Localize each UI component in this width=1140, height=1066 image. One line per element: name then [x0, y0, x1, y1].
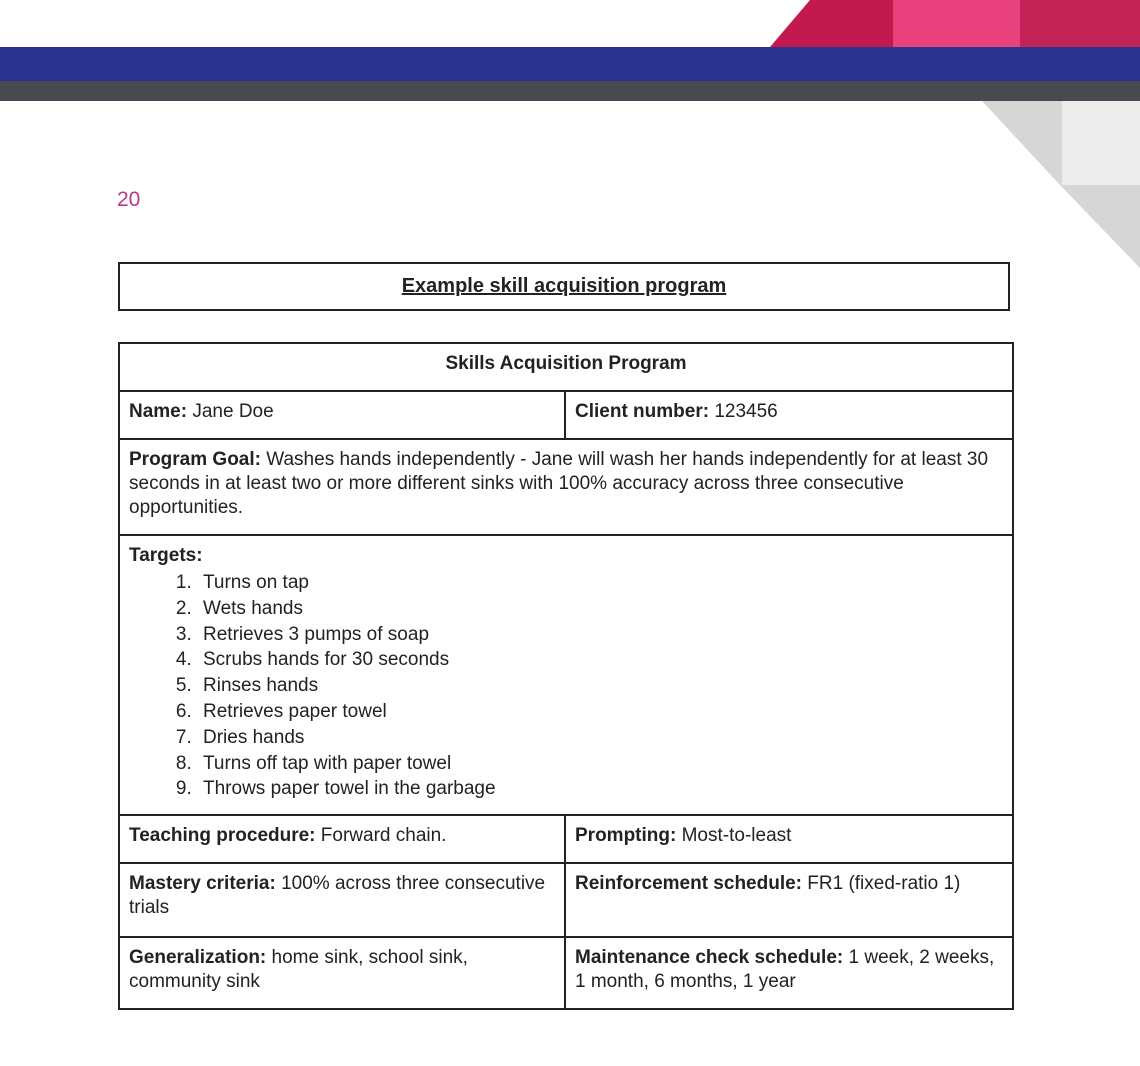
list-item: 6. Retrieves paper towel [197, 699, 1003, 725]
prompting-label: Prompting: [575, 825, 677, 846]
prompting-value: Most-to-least [676, 825, 792, 846]
mastery-criteria-value: 100% across three consecutive trials [129, 873, 546, 918]
program-goal-label: Program Goal: [129, 449, 261, 470]
list-item: 8. Turns off tap with paper towel [197, 751, 1003, 777]
list-item: 5. Rinses hands [197, 673, 1003, 699]
generalization-cell [119, 937, 565, 1009]
generalization-value: home sink, school sink, community sink [129, 947, 468, 992]
reinforcement-schedule-value: FR1 (fixed-ratio 1) [802, 873, 961, 894]
list-item: 1. Turns on tap [197, 570, 1003, 596]
client-number-value: 123456 [709, 401, 778, 422]
program-heading: Skills Acquisition Program [119, 343, 1013, 391]
teaching-procedure-value: Forward chain. [315, 825, 447, 846]
page-number: 20 [117, 188, 141, 211]
list-item: 3. Retrieves 3 pumps of soap [197, 622, 1003, 648]
table-row [119, 391, 1013, 439]
client-number-cell [565, 391, 1013, 439]
list-item: 9. Throws paper towel in the garbage [197, 776, 1003, 802]
targets-list [129, 570, 1003, 802]
reinforcement-schedule-label: Reinforcement schedule: [575, 873, 802, 894]
table-row [119, 863, 1013, 937]
list-item: 7. Dries hands [197, 725, 1003, 751]
document-title-box [118, 262, 1010, 311]
name-label: Name: [129, 401, 188, 422]
name-cell [119, 391, 565, 439]
maintenance-check-label: Maintenance check schedule: [575, 947, 844, 968]
program-goal-cell [119, 439, 1013, 535]
table-row [119, 343, 1013, 391]
maintenance-check-value: 1 week, 2 weeks, 1 month, 6 months, 1 year [575, 947, 995, 992]
mastery-criteria-label: Mastery criteria: [129, 873, 276, 894]
mastery-criteria-cell [119, 863, 565, 937]
list-item: 2. Wets hands [197, 596, 1003, 622]
targets-cell [119, 535, 1013, 815]
generalization-label: Generalization: [129, 947, 267, 968]
table-row [119, 937, 1013, 1009]
program-goal-value: Washes hands independently - Jane will wash her hands independently for at least 30 seconds in at least two or more different sinks with 100% accuracy across three consecutive opportunities. [129, 449, 989, 518]
header-decoration [0, 0, 1140, 270]
teaching-procedure-cell [119, 815, 565, 863]
targets-label: Targets: [129, 545, 203, 566]
skills-program-table [118, 342, 1014, 1010]
teaching-procedure-label: Teaching procedure: [129, 825, 316, 846]
list-item: 4. Scrubs hands for 30 seconds [197, 647, 1003, 673]
table-row [119, 535, 1013, 815]
reinforcement-schedule-cell [565, 863, 1013, 937]
table-row [119, 815, 1013, 863]
table-row [119, 439, 1013, 535]
prompting-cell [565, 815, 1013, 863]
header-blue-band [0, 47, 1140, 81]
maintenance-check-cell [565, 937, 1013, 1009]
document-title: Example skill acquisition program [401, 275, 727, 297]
header-dark-band [0, 81, 1140, 101]
client-number-label: Client number: [575, 401, 710, 422]
name-value: Jane Doe [187, 401, 274, 422]
